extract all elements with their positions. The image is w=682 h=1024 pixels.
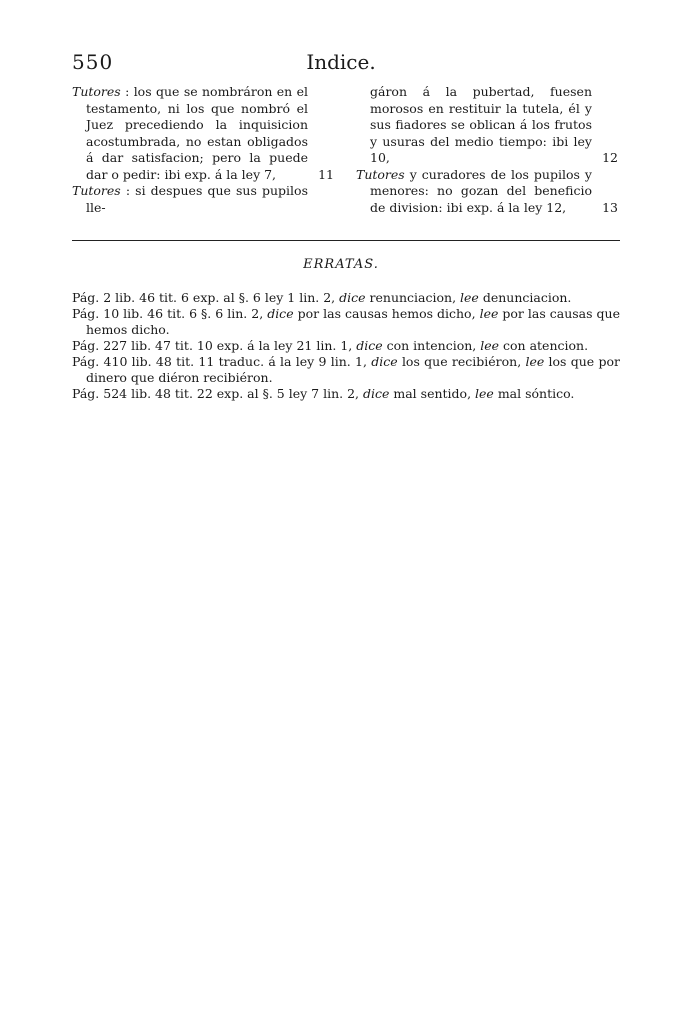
- section-divider: [72, 240, 620, 241]
- lee-label: lee: [475, 386, 494, 401]
- dice-label: dice: [371, 354, 398, 369]
- index-column-right: [356, 84, 618, 216]
- entry-text: y curadores de los pupilos y menores: no gozan del beneficio de division: ibi exp. á la ley 12,: [370, 166, 592, 215]
- erratum-right: denunciacion.: [482, 290, 572, 305]
- erratum-item: [72, 306, 620, 338]
- entry-lemma: Tutores: [72, 183, 121, 198]
- erratum-location: Pág. 227 lib. 47 tit. 10 exp. á la ley 21 lin. 1,: [72, 338, 353, 353]
- erratum-location: Pág. 10 lib. 46 tit. 6 §. 6 lin. 2,: [72, 306, 264, 321]
- erratum-wrong: los que recibiéron,: [401, 354, 522, 369]
- lee-label: lee: [525, 354, 545, 369]
- dice-label: dice: [356, 338, 383, 353]
- entry-text: gáron á la pubertad, fuesen morosos en restituir la tutela, él y sus fiadores se oblican á los frutos y usuras del medio tiempo: ibi ley 10,: [370, 84, 592, 165]
- dice-label: dice: [362, 386, 390, 401]
- index-entry: [72, 183, 308, 216]
- entry-lemma: Tutores: [356, 166, 405, 182]
- index-entry-continuation: [356, 84, 618, 167]
- errata-title: ERRATAS.: [303, 257, 379, 272]
- entry-text: : los que se nombráron en el testamento, ni los que nombró el Juez precediendo la inquisicion acostumbrada, no estan obligados á dar satisfacion; pero la puede dar o pedir: ibi exp. á la ley 7,: [86, 84, 308, 182]
- dice-label: dice: [267, 306, 294, 321]
- erratum-item: [72, 338, 620, 354]
- index-entry: [72, 84, 334, 183]
- entry-ref: 13: [602, 199, 618, 215]
- entry-lemma: Tutores: [72, 84, 121, 99]
- lee-label: lee: [480, 338, 500, 353]
- erratum-location: Pág. 2 lib. 46 tit. 6 exp. al §. 6 ley 1 lin. 2,: [72, 290, 336, 305]
- erratum-location: Pág. 410 lib. 48 tit. 11 traduc. á la ley 9 lin. 1,: [72, 354, 367, 369]
- erratum-right: mal sóntico.: [497, 386, 575, 401]
- errata-list: [72, 290, 620, 402]
- index-column-left: [72, 84, 334, 216]
- lee-label: lee: [460, 290, 479, 305]
- dice-label: dice: [339, 290, 366, 305]
- erratum-location: Pág. 524 lib. 48 tit. 22 exp. al §. 5 ley 7 lin. 2,: [72, 386, 359, 401]
- erratum-wrong: por las causas hemos dicho,: [297, 306, 476, 321]
- entry-text: : si despues que sus pupilos lle-: [86, 183, 308, 215]
- entry-ref: 12: [602, 150, 618, 165]
- erratum-right: los que por dinero que diéron recibiéron.: [86, 354, 620, 385]
- erratum-right: con atencion.: [503, 338, 589, 353]
- erratum-item: [72, 354, 620, 386]
- erratum-wrong: con intencion,: [386, 338, 477, 353]
- erratum-item: [72, 386, 620, 402]
- erratum-wrong: mal sentido,: [393, 386, 472, 401]
- erratum-wrong: renunciacion,: [369, 290, 457, 305]
- index-entry: [356, 166, 618, 217]
- lee-label: lee: [479, 306, 499, 321]
- entry-ref: 11: [318, 166, 334, 182]
- running-title: Indice.: [306, 50, 376, 74]
- erratum-item: [72, 290, 620, 306]
- erratum-right: por las causas que hemos dicho.: [86, 306, 620, 337]
- page-number: 550: [72, 50, 114, 74]
